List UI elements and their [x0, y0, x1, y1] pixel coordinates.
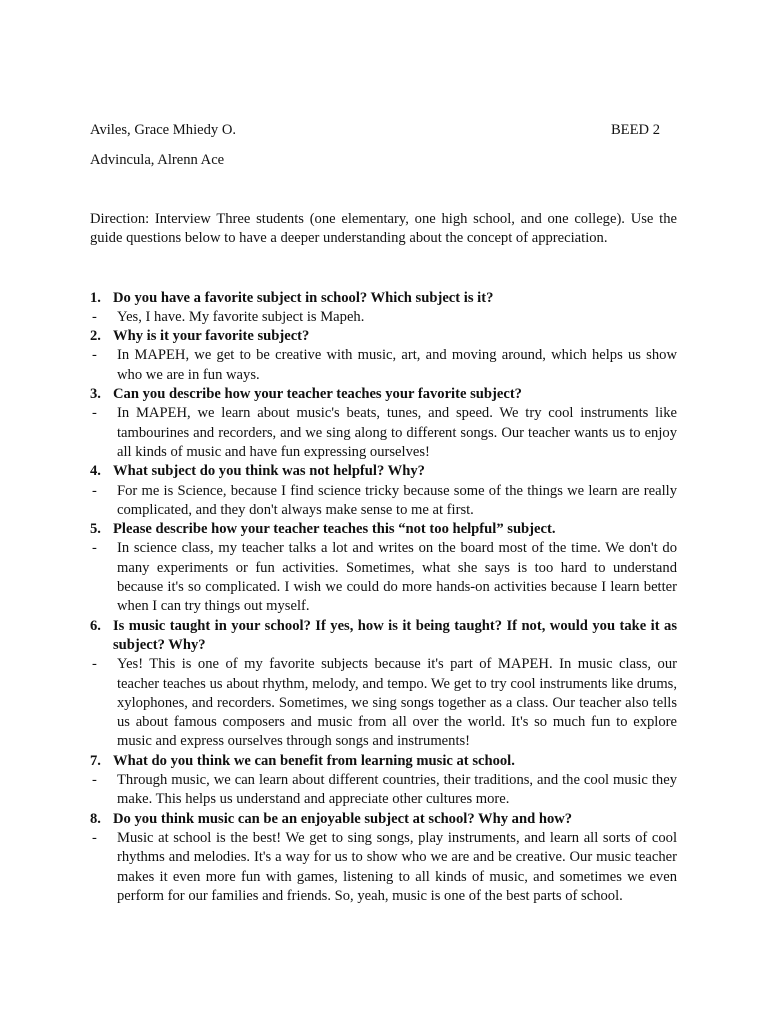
question-number: 1.	[90, 289, 101, 306]
qa-item	[90, 752, 677, 810]
answer-bullet: -	[92, 482, 97, 499]
answer-bullet: -	[92, 829, 97, 846]
question-list	[90, 289, 677, 907]
student-name-2: Advincula, Alrenn Ace	[90, 152, 225, 168]
question-number: 4.	[90, 463, 101, 480]
answer	[90, 539, 677, 616]
question-text: Do you have a favorite subject in school? Which subject is it?	[113, 289, 494, 306]
answer	[90, 346, 677, 385]
question	[90, 520, 677, 539]
answer-text: In MAPEH, we learn about music's beats, tunes, and speed. We try cool instruments like tambourines and recorders, and we sing along to different songs. Our teacher wants us to enjoy all kinds of music and have fun expressing ourselves!	[117, 405, 677, 460]
answer-text: Through music, we can learn about different countries, their traditions, and the cool music they make. This helps us understand and appreciate other cultures more.	[117, 772, 677, 808]
question	[90, 289, 677, 308]
answer	[90, 771, 677, 810]
qa-item	[90, 289, 677, 328]
question-text: Can you describe how your teacher teaches your favorite subject?	[113, 386, 522, 403]
answer-bullet: -	[92, 540, 97, 557]
answer	[90, 482, 677, 521]
question-text: Do you think music can be an enjoyable subject at school? Why and how?	[113, 810, 573, 827]
qa-item	[90, 462, 677, 520]
question	[90, 617, 677, 656]
answer-text: In science class, my teacher talks a lot and writes on the board most of the time. We don't do many experiments or fun activities. Sometimes, what she says is too hard to understand because it's so complicated. I wish we could do more hands-on activities because I learn better when I can try things out myself.	[117, 540, 677, 615]
student-name: Aviles, Grace Mhiedy O.	[90, 122, 237, 138]
question	[90, 327, 677, 346]
question	[90, 462, 677, 481]
question	[90, 810, 677, 829]
question-number: 8.	[90, 810, 101, 827]
header-line	[90, 121, 677, 141]
answer-text: In MAPEH, we get to be creative with music, art, and moving around, which helps us show who we are in fun ways.	[117, 347, 677, 383]
answer-bullet: -	[92, 405, 97, 422]
question-number: 6.	[90, 617, 101, 634]
qa-item	[90, 385, 677, 462]
question-text: Is music taught in your school? If yes, how is it being taught? If not, would you take it as subject? Why?	[113, 617, 677, 653]
answer-text: For me is Science, because I find science tricky because some of the things we learn are really complicated, and they don't always make sense to me at first.	[117, 482, 677, 518]
answer-text: Yes! This is one of my favorite subjects because it's part of MAPEH. In music class, our teacher teaches us about rhythm, melody, and tempo. We get to try cool instruments like drums, xylophones, and recorders. Sometimes, we sing songs together as a class. Our teacher also tells us about famous composers and music from all over the world. It's so much fun to explore music and express ourselves through songs and instruments!	[117, 656, 677, 750]
answer-text: Music at school is the best! We get to sing songs, play instruments, and learn all sorts of cool rhythms and melodies. It's a way for us to show who we are and be creative. Our music teacher makes it even more fun with games, listening to all kinds of music, and sometimes we even perform for our families and friends. So, yeah, music is one of the best parts of school.	[117, 829, 677, 904]
question-number: 7.	[90, 752, 101, 769]
answer-bullet: -	[92, 347, 97, 364]
answer-bullet: -	[92, 772, 97, 789]
qa-item	[90, 327, 677, 385]
question-number: 2.	[90, 328, 101, 345]
answer	[90, 655, 677, 751]
answer	[90, 308, 677, 327]
answer-text: Yes, I have. My favorite subject is Mapeh.	[117, 308, 365, 325]
answer	[90, 829, 677, 906]
course-label: BEED 2	[610, 122, 660, 138]
qa-item	[90, 810, 677, 906]
direction-paragraph: Direction: Interview Three students (one elementary, one high school, and one college). Use the guide questions below to have a deeper understanding about the concept of appreciation.	[90, 211, 677, 247]
answer-bullet: -	[92, 308, 97, 325]
question	[90, 385, 677, 404]
qa-item	[90, 617, 677, 752]
question-text: What subject do you think was not helpful? Why?	[113, 463, 425, 480]
question-text: Why is it your favorite subject?	[113, 328, 310, 345]
question-number: 5.	[90, 521, 101, 538]
question	[90, 752, 677, 771]
qa-item	[90, 520, 677, 616]
answer	[90, 404, 677, 462]
question-text: Please describe how your teacher teaches this “not too helpful” subject.	[113, 521, 556, 538]
question-number: 3.	[90, 386, 101, 403]
question-text: What do you think we can benefit from learning music at school.	[113, 752, 515, 769]
answer-bullet: -	[92, 656, 97, 673]
document-page	[90, 121, 677, 906]
